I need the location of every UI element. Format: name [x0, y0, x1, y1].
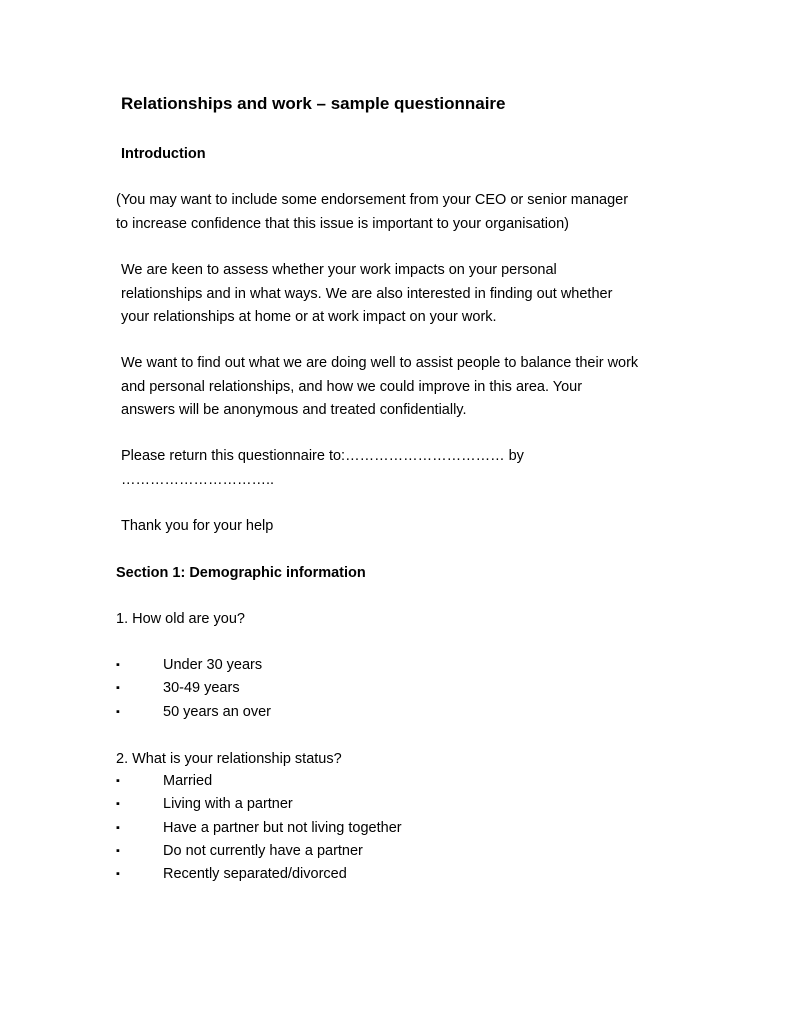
text-line: We want to find out what we are doing well to assist people to balance their work: [121, 355, 639, 371]
question-1-options: [116, 654, 271, 724]
bullet-icon: ▪: [116, 659, 120, 671]
option-label: Living with a partner: [163, 796, 293, 813]
question-1-text: 1. How old are you?: [116, 611, 245, 627]
intro-paragraph-1: [121, 259, 612, 330]
bullet-icon: ▪: [116, 705, 120, 718]
question-2-text: 2. What is your relationship status?: [116, 751, 342, 767]
text-line: answers will be anonymous and treated confidentially.: [121, 402, 467, 418]
introduction-heading: Introduction: [121, 146, 206, 162]
text-line: to increase confidence that this issue is important to your organisation): [116, 215, 569, 232]
document-title: Relationships and work – sample questionnaire: [121, 94, 506, 113]
option-label: Have a partner but not living together: [163, 819, 402, 836]
option-label: Under 30 years: [163, 657, 263, 673]
option-label: 30-49 years: [163, 680, 240, 697]
list-item: [116, 654, 271, 677]
text-line: and personal relationships, and how we could improve in this area. Your: [121, 378, 583, 395]
text-line: (You may want to include some endorsement from your CEO or senior manager: [116, 192, 629, 208]
list-item: [116, 863, 402, 886]
option-label: Married: [163, 773, 213, 789]
text-line: Please return this questionnaire to:…………………………… by: [121, 448, 524, 464]
return-instructions: [121, 445, 524, 492]
endorsement-note: [116, 189, 628, 236]
bullet-icon: ▪: [116, 821, 120, 834]
option-label: Do not currently have a partner: [163, 842, 363, 859]
section-1-heading: Section 1: Demographic information: [116, 565, 366, 581]
thank-you-text: Thank you for your help: [121, 518, 274, 534]
list-item: [116, 701, 271, 724]
text-line: …………………………..: [121, 471, 275, 488]
option-label: Recently separated/divorced: [163, 866, 347, 883]
list-item: [116, 793, 402, 816]
bullet-icon: ▪: [116, 775, 120, 787]
question-2-options: [116, 770, 402, 886]
option-label: 50 years an over: [163, 703, 272, 720]
text-line: We are keen to assess whether your work impacts on your personal: [121, 262, 557, 278]
bullet-icon: ▪: [116, 868, 120, 881]
bullet-icon: ▪: [116, 682, 120, 695]
text-line: relationships and in what ways. We are also interested in finding out whether: [121, 285, 613, 302]
list-item: [116, 770, 402, 793]
list-item: [116, 677, 271, 700]
list-item: [116, 817, 402, 840]
list-item: [116, 840, 402, 863]
intro-paragraph-2: [121, 352, 638, 423]
bullet-icon: ▪: [116, 798, 120, 811]
bullet-icon: ▪: [116, 844, 120, 857]
text-line: your relationships at home or at work impact on your work.: [121, 309, 497, 325]
